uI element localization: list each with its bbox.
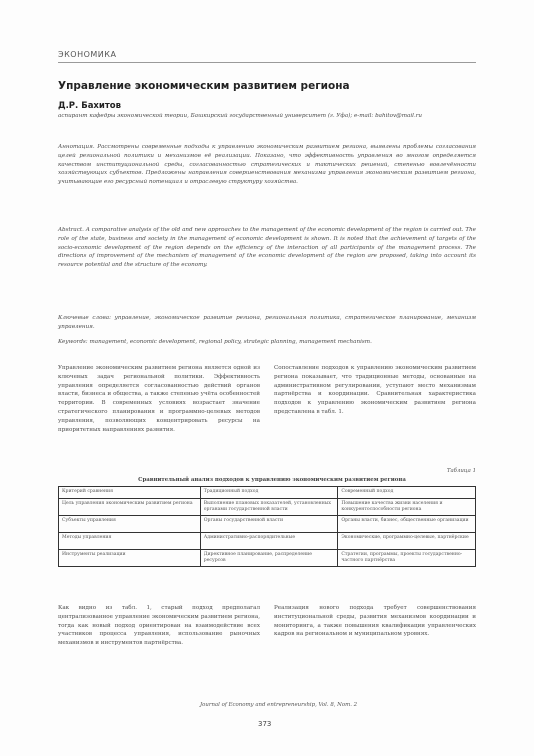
table-cell: Выполнение плановых показателей, установленных органами государственной власти <box>200 499 338 516</box>
header-divider <box>58 62 476 63</box>
author-affiliation: аспирант кафедры экономической теории, Башкирский государственный университет (г. Уфа); e-mail: bahitov@mail.ru <box>58 113 423 119</box>
table-cell: Стратегии, программы, проекты государственно-частного партнёрства <box>338 550 476 567</box>
table-cell: Повышение качества жизни населения и конкурентоспособности региона <box>338 499 476 516</box>
table-header-cell: Традиционный подход <box>200 487 338 499</box>
table-cell: Органы государственной власти <box>200 516 338 533</box>
comparison-table <box>58 486 476 567</box>
journal-footer: Journal of Economy and entrepreneurship, Vol. 8, Nom. 2 <box>200 702 358 708</box>
abstract-russian: Аннотация. Рассмотрены современные подходы к управлению экономическим развитием региона, выявлены проблемы согласования целей региональной политики и механизмов её реализации. Показано, что эффективность управления во многом определяется качеством институциональной среды, согласованностью стратегических и тактических решений, степенью вовлечённости хозяйствующих субъектов. Предложены направления совершенствования механизма управления экономическим развитием региона, учитывающие его ресурсный потенциал и отраслевую структуру хозяйства. <box>58 144 476 186</box>
body-column-right-continued: Реализация нового подхода требует совершенствования институциональной среды, развития механизмов координации и мониторинга, а также повышения квалификации управленческих кадров на региональном и муниципальном уровнях. <box>274 605 476 638</box>
table-row <box>59 516 476 533</box>
keywords-russian: Ключевые слова: управление, экономическое развитие региона, региональная политика, стратегическое планирование, механизм управления. <box>58 315 476 330</box>
section-tag: ЭКОНОМИКА <box>58 50 117 59</box>
table-cell: Экономические, программно-целевые, партнёрские <box>338 533 476 550</box>
keywords-english: Keywords: management, economic development, regional policy, strategic planning, management mechanism. <box>58 339 372 345</box>
table-cell: Административно-распорядительные <box>200 533 338 550</box>
page-number: 373 <box>258 720 272 728</box>
table-row <box>59 533 476 550</box>
abstract-english: Abstract. A comparative analysis of the old and new approaches to the management of the economic development of the region is carried out. The role of the state, business and society in the management of economic development is shown. It is noted that the achievement of targets of the socio-economic development of the region depends on the efficiency of the interaction of all participants of the management process. The directions of improvement of the mechanism of management of the economic development of the region are proposed, taking into account its resource potential and the structure of the economy. <box>58 227 476 269</box>
table-cell: Цель управления экономическим развитием региона <box>59 499 201 516</box>
table-header-cell: Критерий сравнения <box>59 487 201 499</box>
table-cell: Субъекты управления <box>59 516 201 533</box>
table-row <box>59 499 476 516</box>
table-label: Таблица 1 <box>446 468 476 474</box>
article-title: Управление экономическим развитием региона <box>58 80 350 92</box>
table-caption: Сравнительный анализ подходов к управлению экономическим развитием региона <box>138 477 406 483</box>
article-author: Д.Р. Бахитов <box>58 101 122 111</box>
table-cell: Директивное планирование, распределение ресурсов <box>200 550 338 567</box>
table-header-row <box>59 487 476 499</box>
table-cell: Инструменты реализации <box>59 550 201 567</box>
table-cell: Органы власти, бизнес, общественные организации <box>338 516 476 533</box>
table-cell: Методы управления <box>59 533 201 550</box>
body-column-left-continued: Как видно из табл. 1, старый подход предполагал централизованное управление экономическим развитием региона, тогда как новый подход ориентирован на взаимодействие всех участников процесса управления, использование рыночных механизмов и инструментов партнёрства. <box>58 605 260 647</box>
body-column-left: Управление экономическим развитием региона является одной из ключевых задач региональной политики. Эффективность управления определяется согласованностью действий органов власти, бизнеса и общества, а также степенью учёта особенностей территории. В современных условиях возрастает значение стратегического планирования и программно-целевых методов управления, позволяющих концентрировать ресурсы на приоритетных направлениях развития. <box>58 365 260 433</box>
table-header-cell: Современный подход <box>338 487 476 499</box>
table-row <box>59 550 476 567</box>
body-column-right: Сопоставление подходов к управлению экономическим развитием региона показывает, что традиционные методы, основанные на административном регулировании, уступают место механизмам партнёрства и координации. Сравнительная характеристика подходов к управлению экономическим развитием региона представлена в табл. 1. <box>274 365 476 415</box>
